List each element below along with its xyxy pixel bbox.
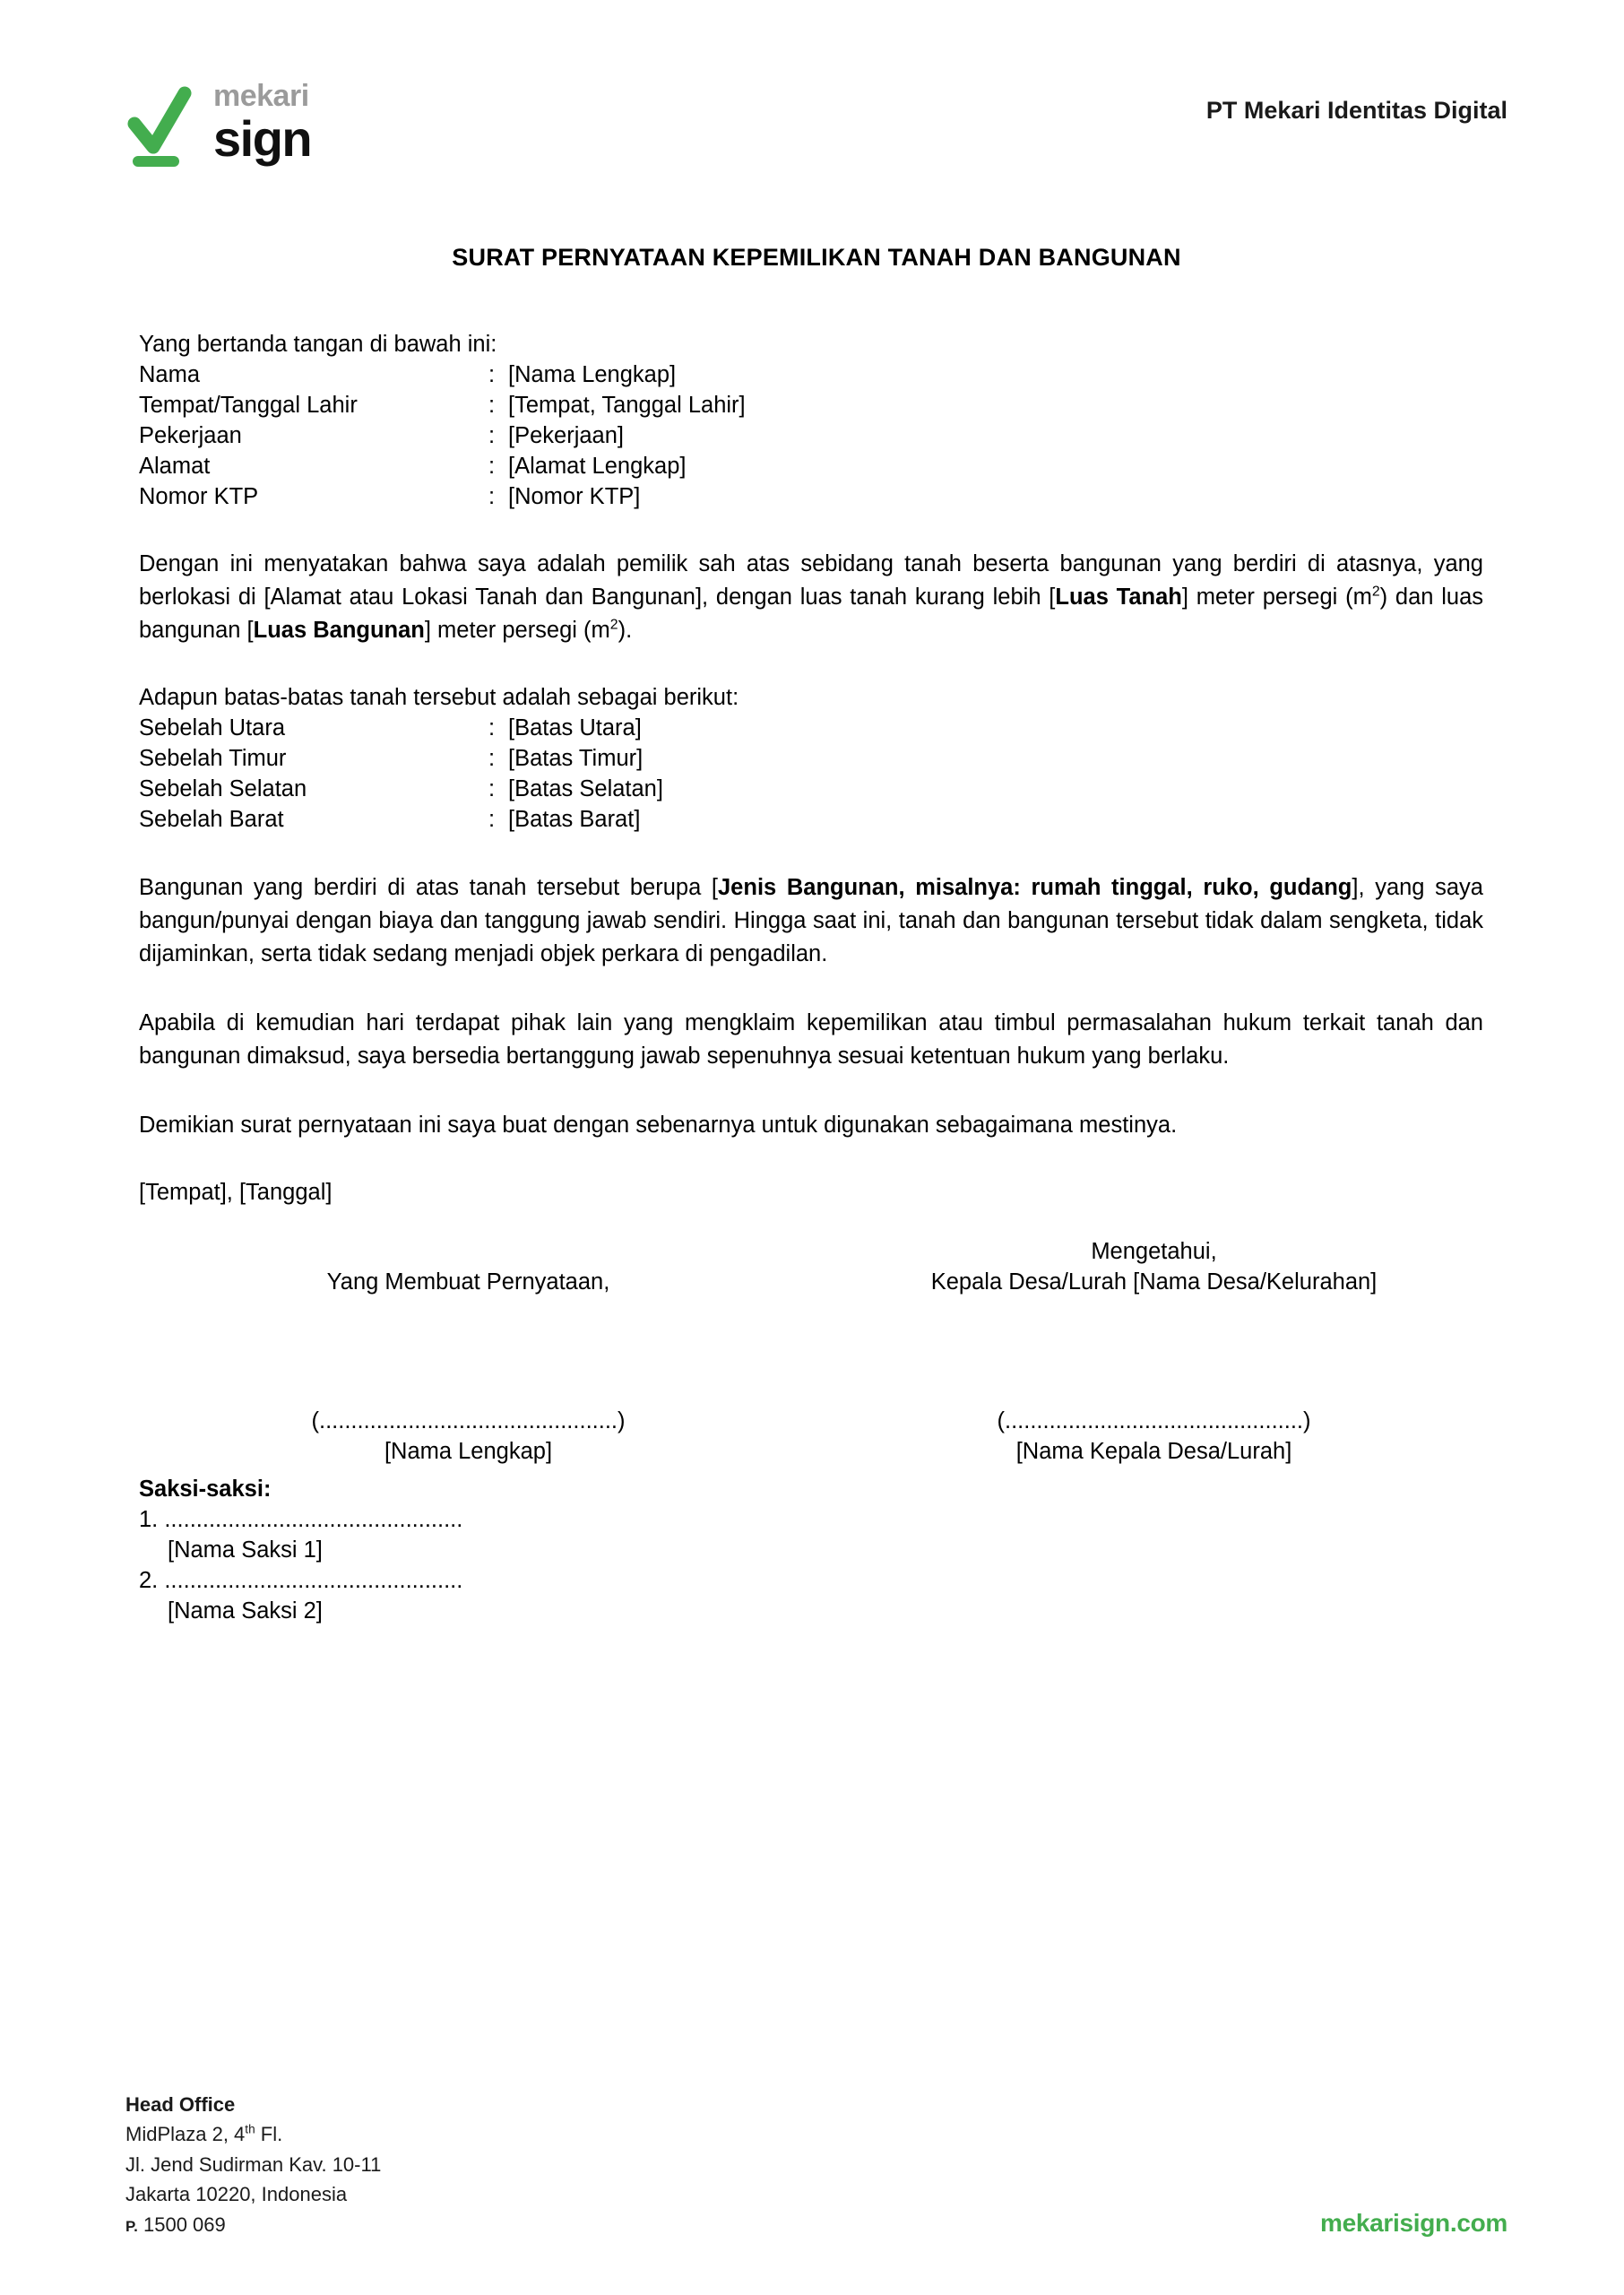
field-separator: :	[488, 453, 496, 479]
declaration-paragraph	[139, 548, 1483, 647]
declaration-part1: Dengan ini menyatakan bahwa saya adalah pemilik sah atas sebidang tanah beserta bangunan yang berdiri di atasnya, yang berlokasi di [Alamat atau Lokasi Tanah dan Bangunan], dengan luas tanah kurang lebih [	[139, 551, 1483, 611]
footer-website[interactable]: mekarisign.com	[1320, 2209, 1507, 2237]
footer-addr1-ordinal: th	[245, 2122, 255, 2136]
field-value: [Pekerjaan]	[508, 422, 624, 448]
boundaries-intro: Adapun batas-batas tanah tersebut adalah sebagai berikut:	[139, 685, 739, 711]
liability-paragraph: Apabila di kemudian hari terdapat pihak lain yang mengklaim kepemilikan atau timbul permasalahan hukum terkait tanah dan bangunan dimaksud, saya bersedia bertanggung jawab sepenuhnya sesuai ketentuan hukum yang berlaku.	[139, 1009, 1483, 1069]
signature-heading-row	[139, 1237, 1483, 1268]
boundary-separator: :	[488, 715, 496, 741]
table-row	[139, 744, 1483, 775]
signature-right-role: Kepala Desa/Lurah [Nama Desa/Kelurahan]	[930, 1269, 1378, 1295]
company-name: PT Mekari Identitas Digital	[1205, 97, 1507, 124]
logo-text-mekari: mekari	[213, 79, 309, 113]
superscript-square-2: 2	[609, 617, 618, 633]
declaration-part4: ] meter persegi (m	[424, 618, 610, 644]
footer-office-label: Head Office	[125, 2092, 236, 2116]
field-value: [Nomor KTP]	[508, 483, 641, 509]
footer-addr1-pre: MidPlaza 2, 4	[125, 2123, 246, 2146]
identity-table	[139, 360, 1483, 513]
signature-right-name: [Nama Kepala Desa/Lurah]	[1015, 1439, 1292, 1465]
field-separator: :	[488, 392, 496, 418]
signature-left-line: (...............................................)	[311, 1408, 626, 1434]
witness-name-1: [Nama Saksi 1]	[168, 1537, 323, 1563]
footer-addr1-post: Fl.	[255, 2123, 283, 2146]
footer-phone-number: 1500 069	[143, 2213, 226, 2236]
closing-paragraph: Demikian surat pernyataan ini saya buat dengan sebenarnya untuk digunakan sebagaimana mestinya.	[139, 1112, 1178, 1138]
logo-wordmark	[213, 79, 312, 167]
footer-address-line-1	[125, 2119, 381, 2149]
green-check-icon	[125, 84, 195, 170]
signature-right-heading-top	[825, 1237, 1483, 1268]
witness-line-1: 1. ...............................................	[139, 1507, 463, 1533]
footer-address-block	[125, 2090, 381, 2239]
declaration-part3: ) dan luas bangunan [	[139, 585, 1484, 644]
field-label: Alamat	[139, 453, 211, 479]
footer-phone	[125, 2210, 381, 2239]
field-separator: :	[488, 361, 496, 387]
table-row	[139, 452, 1483, 482]
field-separator: :	[488, 483, 496, 509]
footer-phone-label: P.	[125, 2217, 138, 2235]
boundary-label: Sebelah Timur	[139, 746, 287, 772]
table-row	[139, 421, 1483, 452]
document-body	[139, 330, 1483, 1627]
signature-left-name: [Nama Lengkap]	[384, 1439, 553, 1465]
mekari-sign-logo	[125, 79, 311, 170]
field-value: [Tempat, Tanggal Lahir]	[508, 392, 746, 418]
field-value: [Alamat Lengkap]	[508, 453, 687, 479]
boundary-value: [Batas Timur]	[508, 746, 644, 772]
footer-address-line-3: Jakarta 10220, Indonesia	[125, 2183, 348, 2206]
table-row	[139, 391, 1483, 421]
boundary-value: [Batas Utara]	[508, 715, 642, 741]
boundary-label: Sebelah Selatan	[139, 776, 307, 802]
field-label: Nama	[139, 361, 201, 387]
boundary-value: [Batas Barat]	[508, 806, 641, 832]
signature-left-heading-top	[139, 1237, 825, 1268]
boundaries-table	[139, 714, 1483, 836]
boundary-label: Sebelah Barat	[139, 806, 284, 832]
document-footer	[125, 2090, 1507, 2239]
field-value: [Nama Lengkap]	[508, 361, 677, 387]
declaration-bold-luas-tanah: Luas Tanah	[1055, 585, 1182, 611]
building-paragraph	[139, 871, 1483, 971]
document-header	[125, 79, 1507, 178]
footer-address-line-2: Jl. Jend Sudirman Kav. 10-11	[125, 2152, 382, 2176]
page-title: SURAT PERNYATAAN KEPEMILIKAN TANAH DAN BANGUNAN	[452, 244, 1181, 271]
witnesses-title: Saksi-saksi:	[139, 1477, 272, 1503]
boundary-value: [Batas Selatan]	[508, 776, 663, 802]
declaration-part5: ).	[618, 618, 633, 644]
logo-text-sign: sign	[213, 110, 312, 167]
witness-line-2: 2. ...............................................	[139, 1567, 463, 1593]
declaration-part2: ] meter persegi (m	[1181, 585, 1372, 611]
declaration-bold-luas-bangunan: Luas Bangunan	[253, 618, 425, 644]
field-separator: :	[488, 422, 496, 448]
boundary-separator: :	[488, 776, 496, 802]
building-part1: Bangunan yang berdiri di atas tanah tersebut berupa [	[139, 874, 718, 900]
boundary-separator: :	[488, 746, 496, 772]
superscript-square-1: 2	[1371, 584, 1380, 600]
signature-name-row	[139, 1437, 1483, 1468]
table-row	[139, 482, 1483, 513]
table-row	[139, 805, 1483, 836]
table-row	[139, 360, 1483, 391]
boundary-label: Sebelah Utara	[139, 715, 286, 741]
field-label: Pekerjaan	[139, 422, 242, 448]
intro-line: Yang bertanda tangan di bawah ini:	[139, 332, 497, 357]
field-label: Nomor KTP	[139, 483, 259, 509]
signature-left-role: Yang Membuat Pernyataan,	[326, 1269, 610, 1295]
boundary-separator: :	[488, 806, 496, 832]
witness-name-2: [Nama Saksi 2]	[168, 1598, 323, 1624]
field-label: Tempat/Tanggal Lahir	[139, 392, 358, 418]
signature-role-row	[139, 1268, 1483, 1298]
building-part2: ], yang saya bangun/punyai dengan biaya dan tanggung jawab sendiri. Hingga saat ini, tanah dan bangunan tersebut tidak dalam sengketa, tidak dijaminkan, serta tidak sedang menjadi objek perkara di pengadilan.	[139, 874, 1483, 966]
table-row	[139, 714, 1483, 744]
building-bold-type: Jenis Bangunan, misalnya: rumah tinggal, ruko, gudang	[718, 874, 1352, 900]
signature-right-line: (...............................................)	[997, 1408, 1311, 1434]
table-row	[139, 775, 1483, 805]
signature-right-top-label: Mengetahui,	[1091, 1238, 1217, 1264]
signature-line-row	[139, 1407, 1483, 1437]
place-and-date: [Tempat], [Tanggal]	[139, 1179, 333, 1205]
